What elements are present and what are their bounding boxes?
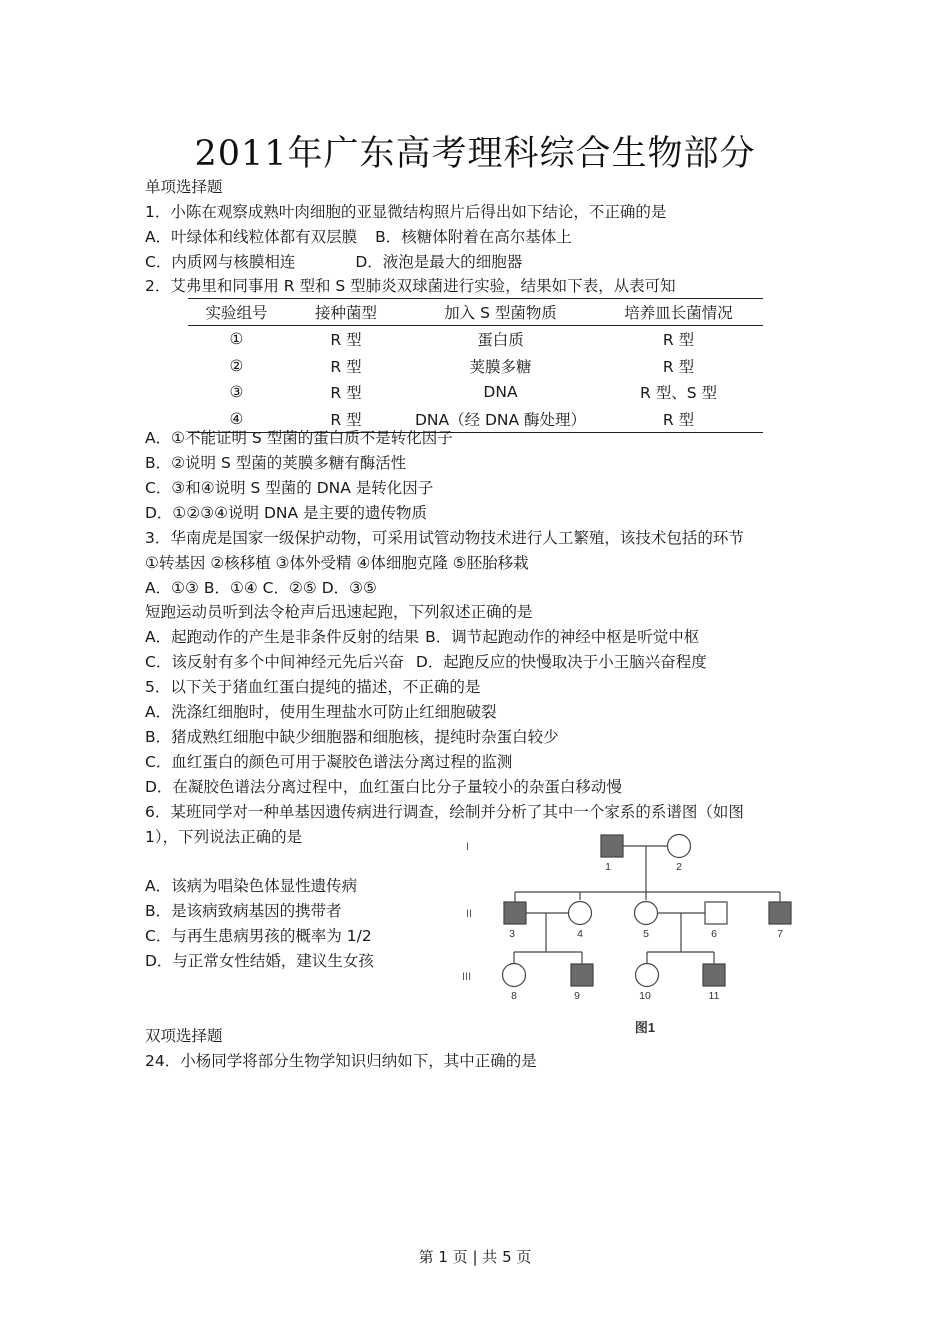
question-1-options-cd [145, 252, 522, 272]
question-5-option-b: B．猪成熟红细胞中缺少细胞器和细胞核，提纯时杂蛋白较少 [145, 728, 559, 746]
question-24-stem: 24．小杨同学将部分生物学知识归纳如下，其中正确的是 [145, 1052, 537, 1070]
pedigree-individual [636, 964, 659, 987]
table-header: 培养皿长菌情况 [594, 299, 763, 326]
table-row [188, 353, 763, 380]
question-4-option-c: C．该反射有多个中间神经元先后兴奋 [145, 653, 404, 671]
table-header: 实验组号 [188, 299, 285, 326]
table-cell: R 型 [285, 406, 407, 433]
pedigree-individual [571, 964, 593, 986]
page-footer: 第 1 页 | 共 5 页 [418, 1248, 532, 1266]
generation-label: I [466, 841, 470, 853]
table-header: 接种菌型 [285, 299, 407, 326]
generation-label: II [466, 908, 473, 920]
question-5-option-a: A．洗涤红细胞时，使用生理盐水可防止红细胞破裂 [145, 703, 497, 721]
section-heading-double: 双项选择题 [145, 1027, 223, 1045]
table-cell: R 型 [594, 406, 763, 433]
table-cell: ③ [229, 383, 244, 402]
pedigree-individual [703, 964, 725, 986]
question-1-option-b: B．核糖体附着在高尔基体上 [375, 228, 572, 246]
pedigree-individual [569, 902, 592, 925]
table-cell: ④ [188, 406, 285, 433]
pedigree-individual [635, 902, 658, 925]
table-header: 加入 S 型菌物质 [407, 299, 594, 326]
pedigree-id-label: 1 [605, 861, 611, 873]
question-2-option-c: C．③和④说明 S 型菌的 DNA 是转化因子 [145, 479, 434, 497]
question-4-option-a: A．起跑动作的产生是非条件反射的结果 [145, 628, 420, 646]
table-cell: 蛋白质 [477, 331, 524, 350]
pedigree-id-label: 5 [643, 928, 649, 940]
table-cell: ① [229, 330, 244, 349]
question-1-option-d: D．液泡是最大的细胞器 [355, 253, 523, 271]
question-2-option-b: B．②说明 S 型菌的荚膜多糖有酶活性 [145, 454, 407, 472]
table-cell: R 型 [330, 384, 362, 403]
question-6-option-b: B．是该病致病基因的携带者 [145, 902, 342, 920]
table-cell: DNA（经 DNA 酶处理） [407, 406, 594, 433]
generation-label: III [462, 971, 472, 983]
question-1-option-c: C．内质网与核膜相连 [145, 253, 296, 271]
table-cell: ② [229, 356, 244, 375]
question-5-option-d: D．在凝胶色谱法分离过程中，血红蛋白比分子量较小的杂蛋白移动慢 [145, 778, 622, 796]
table-cell: R 型 [330, 331, 362, 350]
pedigree-id-label: 3 [509, 928, 515, 940]
pedigree-chart [455, 825, 805, 1040]
pedigree-id-label: 8 [511, 990, 517, 1002]
question-4-stem: 短跑运动员听到法令枪声后迅速起跑，下列叙述正确的是 [145, 603, 533, 621]
pedigree-id-label: 4 [577, 928, 583, 940]
pedigree-id-label: 10 [639, 990, 651, 1002]
question-6-option-d: D．与正常女性结婚，建议生女孩 [145, 952, 374, 970]
table-cell: 荚膜多糖 [469, 357, 532, 376]
table-row [188, 379, 763, 406]
table-header-row [188, 299, 763, 326]
pedigree-individual [504, 902, 526, 924]
question-6-stem-line1: 6．某班同学对一种单基因遗传病进行调查，绘制并分析了其中一个家系的系谱图（如图 [145, 803, 744, 821]
experiment-table [188, 298, 763, 433]
question-4-options-cd [145, 652, 707, 672]
question-6-option-a: A．该病为唱染色体显性遗传病 [145, 877, 358, 895]
page-title: 2011年广东高考理科综合生物部分 [194, 134, 756, 174]
pedigree-id-label: 9 [574, 990, 580, 1002]
table-cell: R 型 [662, 331, 695, 350]
table-cell: R 型、S 型 [640, 384, 717, 403]
pedigree-individual [503, 964, 526, 987]
question-1-stem: 1．小陈在观察成熟叶肉细胞的亚显微结构照片后得出如下结论，不正确的是 [145, 203, 667, 221]
question-4-option-b: B．调节起跑动作的神经中枢是听觉中枢 [425, 628, 700, 646]
question-4-option-d: D．起跑反应的快慢取决于小王脑兴奋程度 [415, 653, 707, 671]
question-6-option-c: C．与再生患病男孩的概率为 1/2 [145, 927, 372, 945]
question-2-option-d: D．①②③④说明 DNA 是主要的遗传物质 [145, 504, 428, 522]
pedigree-individual [705, 902, 727, 924]
pedigree-id-label: 7 [777, 928, 783, 940]
question-2-stem: 2．艾弗里和同事用 R 型和 S 型肺炎双球菌进行实验，结果如下表，从表可知 [145, 277, 676, 295]
pedigree-id-label: 6 [711, 928, 717, 940]
question-5-stem: 5．以下关于猪血红蛋白提纯的描述，不正确的是 [145, 678, 481, 696]
question-4-options-ab [145, 627, 699, 647]
question-5-option-c: C．血红蛋白的颜色可用于凝胶色谱法分离过程的监测 [145, 753, 513, 771]
pedigree-id-label: 2 [676, 861, 682, 873]
question-1-option-a: A．叶绿体和线粒体都有双层膜 [145, 228, 358, 246]
table-cell: R 型 [330, 357, 362, 376]
figure-caption: 图1 [634, 1020, 656, 1035]
table-row [188, 326, 763, 353]
table-cell: DNA [483, 383, 518, 402]
section-heading-single: 单项选择题 [145, 178, 223, 196]
pedigree-id-label: 11 [708, 990, 720, 1002]
question-3-items: ①转基因 ②核移植 ③体外受精 ④体细胞克隆 ⑤胚胎移栽 [145, 554, 529, 572]
pedigree-individual [668, 835, 691, 858]
question-3-options: A．①③ B．①④ C．②⑤ D．③⑤ [145, 579, 377, 597]
pedigree-individual [601, 835, 623, 857]
question-2-option-a: A．①不能证明 S 型菌的蛋白质不是转化因子 [145, 429, 453, 447]
question-3-stem: 3．华南虎是国家一级保护动物，可采用试管动物技术进行人工繁殖，该技术包括的环节 [145, 529, 744, 547]
table-cell: R 型 [662, 357, 695, 376]
pedigree-individual [769, 902, 791, 924]
question-6-stem-line2: 1），下列说法正确的是 [145, 828, 303, 846]
question-1-options-ab [145, 227, 572, 247]
